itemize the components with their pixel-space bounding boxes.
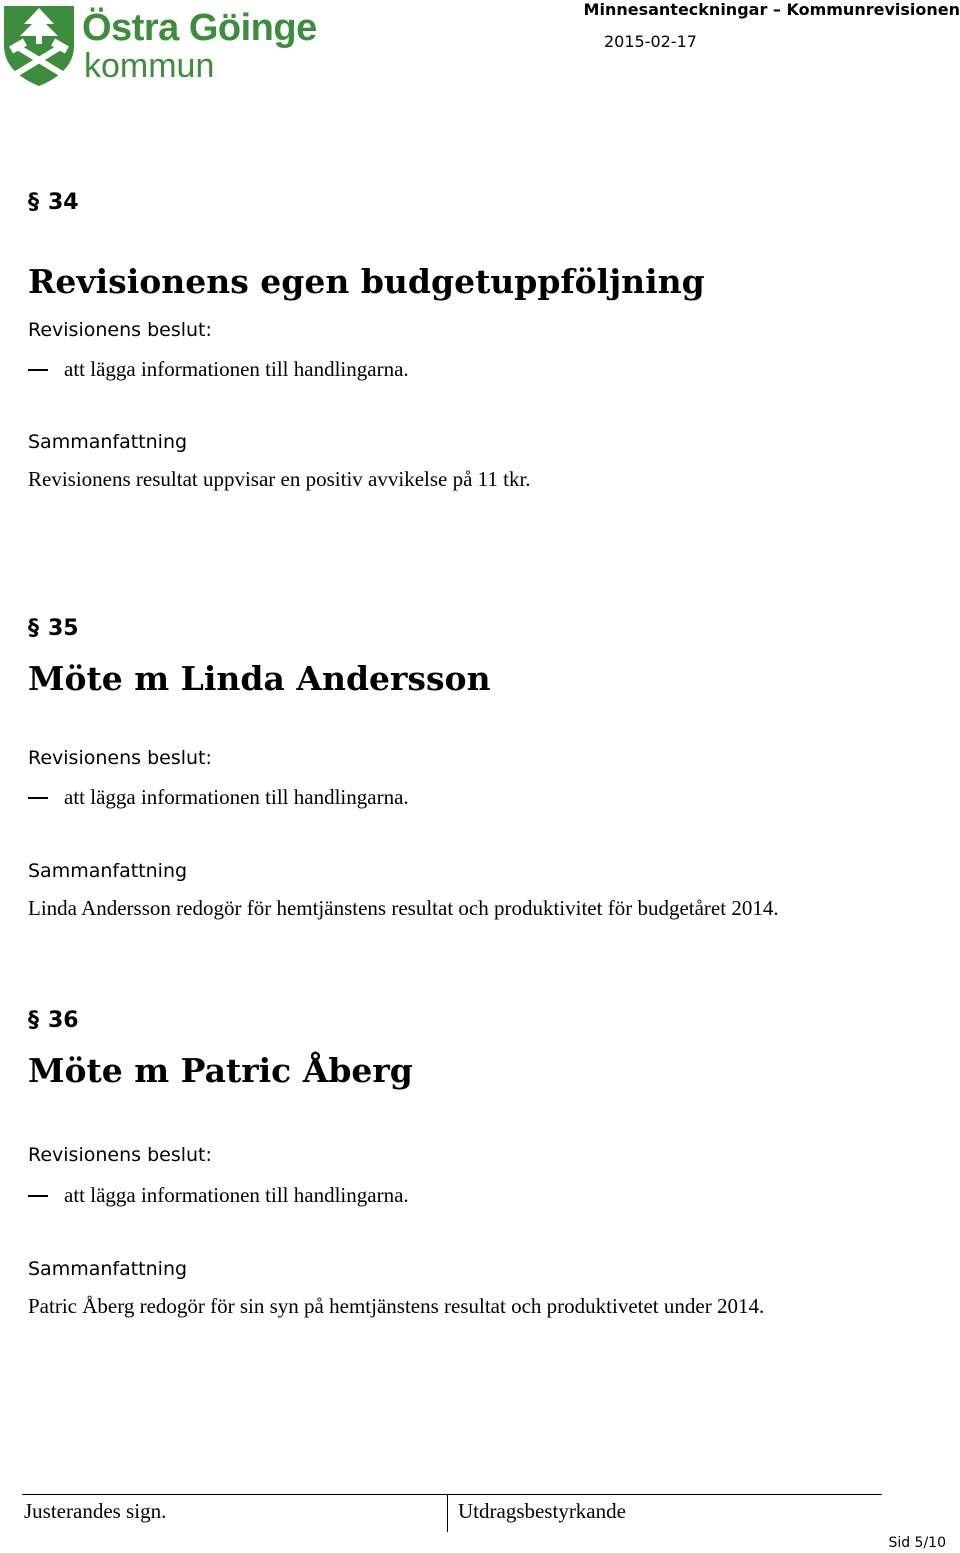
municipality-logo [0, 2, 330, 90]
logo-text-kommun: kommun [84, 47, 215, 85]
section-title: Revisionens egen budgetuppföljning [28, 262, 705, 301]
section-number [28, 190, 79, 216]
coat-of-arms-icon [2, 2, 78, 88]
section-number-value: 36 [48, 1008, 79, 1033]
summary-text: Patric Åberg redogör för sin syn på hemtjänstens resultat och produktivetet under 2014. [28, 1294, 765, 1318]
summary-text: Revisionens resultat uppvisar en positiv avvikelse på 11 tkr. [28, 467, 531, 491]
decision-label: Revisionens beslut: [28, 319, 212, 341]
page-number: Sid 5/10 [888, 1535, 946, 1551]
footer-rule [22, 1494, 882, 1495]
section-number [28, 616, 79, 642]
summary-text: Linda Andersson redogör för hemtjänstens resultat och produktivitet för budgetåret 2014. [28, 896, 779, 920]
dash-bullet [28, 1195, 48, 1197]
section-title: Möte m Linda Andersson [28, 659, 491, 698]
logo-text-name: Östra Göinge [82, 7, 317, 49]
dash-bullet [28, 369, 48, 371]
paragraph-sign: § [28, 616, 39, 641]
decision-label: Revisionens beslut: [28, 1144, 212, 1166]
paragraph-sign: § [28, 190, 39, 215]
paragraph-sign: § [28, 1008, 39, 1033]
footer-signature-label: Justerandes sign. [24, 1499, 167, 1523]
document-date: 2015-02-17 [604, 32, 697, 51]
decision-text: att lägga informationen till handlingarna. [64, 785, 409, 809]
decision-text: att lägga informationen till handlingarna. [64, 1183, 409, 1207]
decision-text: att lägga informationen till handlingarna. [64, 357, 409, 381]
decision-label: Revisionens beslut: [28, 747, 212, 769]
section-number [28, 1008, 79, 1034]
summary-label: Sammanfattning [28, 860, 188, 882]
section-number-value: 34 [48, 190, 79, 215]
section-title: Möte m Patric Åberg [28, 1051, 413, 1090]
footer-divider [447, 1494, 448, 1532]
dash-bullet [28, 797, 48, 799]
document-title: Minnesanteckningar – Kommunrevisionen [583, 0, 960, 19]
summary-label: Sammanfattning [28, 1258, 188, 1280]
summary-label: Sammanfattning [28, 431, 188, 453]
section-number-value: 35 [48, 616, 79, 641]
footer-certification-label: Utdragsbestyrkande [458, 1499, 626, 1523]
